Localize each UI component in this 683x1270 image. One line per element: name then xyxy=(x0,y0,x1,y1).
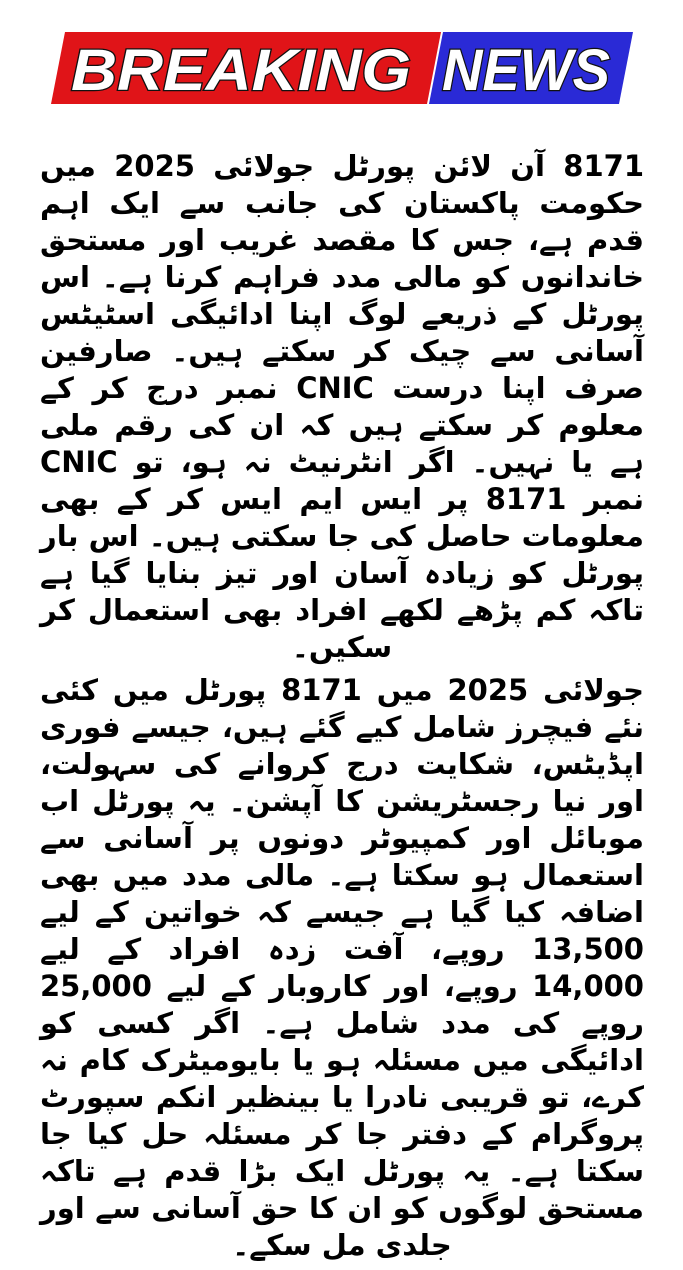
banner-graphic xyxy=(51,32,633,104)
article-paragraph-1: 8171 آن لائن پورٹل جولائی 2025 میں حکومت پاکستان کی جانب سے ایک اہم قدم ہے، جس کا مقصد غریب اور مستحق خاندانوں کو مالی مدد فراہم کرنا ہے۔ اس پورٹل کے ذریعے لوگ اپنا ادائیگی اسٹیٹس آسانی سے چیک کر سکتے ہیں۔ صارفین صرف اپنا درست CNIC نمبر درج کر کے معلوم کر سکتے ہیں کہ ان کی رقم ملی ہے یا نہیں۔ اگر انٹرنیٹ نہ ہو، تو CNIC نمبر 8171 پر ایس ایم ایس کر کے بھی معلومات حاصل کی جا سکتی ہیں۔ اس بار پورٹل کو زیادہ آسان اور تیز بنایا گیا ہے تاکہ کم پڑھے لکھے افراد بھی استعمال کر سکیں۔ xyxy=(40,149,645,664)
banner-word-breaking: BREAKING xyxy=(71,38,411,103)
banner-word-news: NEWS xyxy=(442,38,611,103)
breaking-news-banner xyxy=(51,32,633,104)
article-paragraph-2: جولائی 2025 میں 8171 پورٹل میں کئی نئے فیچرز شامل کیے گئے ہیں، جیسے فوری اپڈیٹس، شکایت درج کروانے کی سہولت، اور نیا رجسٹریشن کا آپشن۔ یہ پورٹل اب موبائل اور کمپیوٹر دونوں پر آسانی سے استعمال ہو سکتا ہے۔ مالی مدد میں بھی اضافہ کیا گیا ہے جیسے کہ خواتین کے لیے 13,500 روپے، آفت زدہ افراد کے لیے 14,000 روپے، اور کاروبار کے لیے 25,000 روپے کی مدد شامل ہے۔ اگر کسی کو ادائیگی میں مسئلہ ہو یا بایومیٹرک کام نہ کرے، تو قریبی نادرا یا بینظیر انکم سپورٹ پروگرام کے دفتر جا کر مسئلہ حل کیا جا سکتا ہے۔ یہ پورٹل ایک بڑا قدم ہے تاکہ مستحق لوگوں کو ان کا حق آسانی سے اور جلدی مل سکے۔ xyxy=(40,673,644,1262)
article-body xyxy=(40,148,644,1270)
